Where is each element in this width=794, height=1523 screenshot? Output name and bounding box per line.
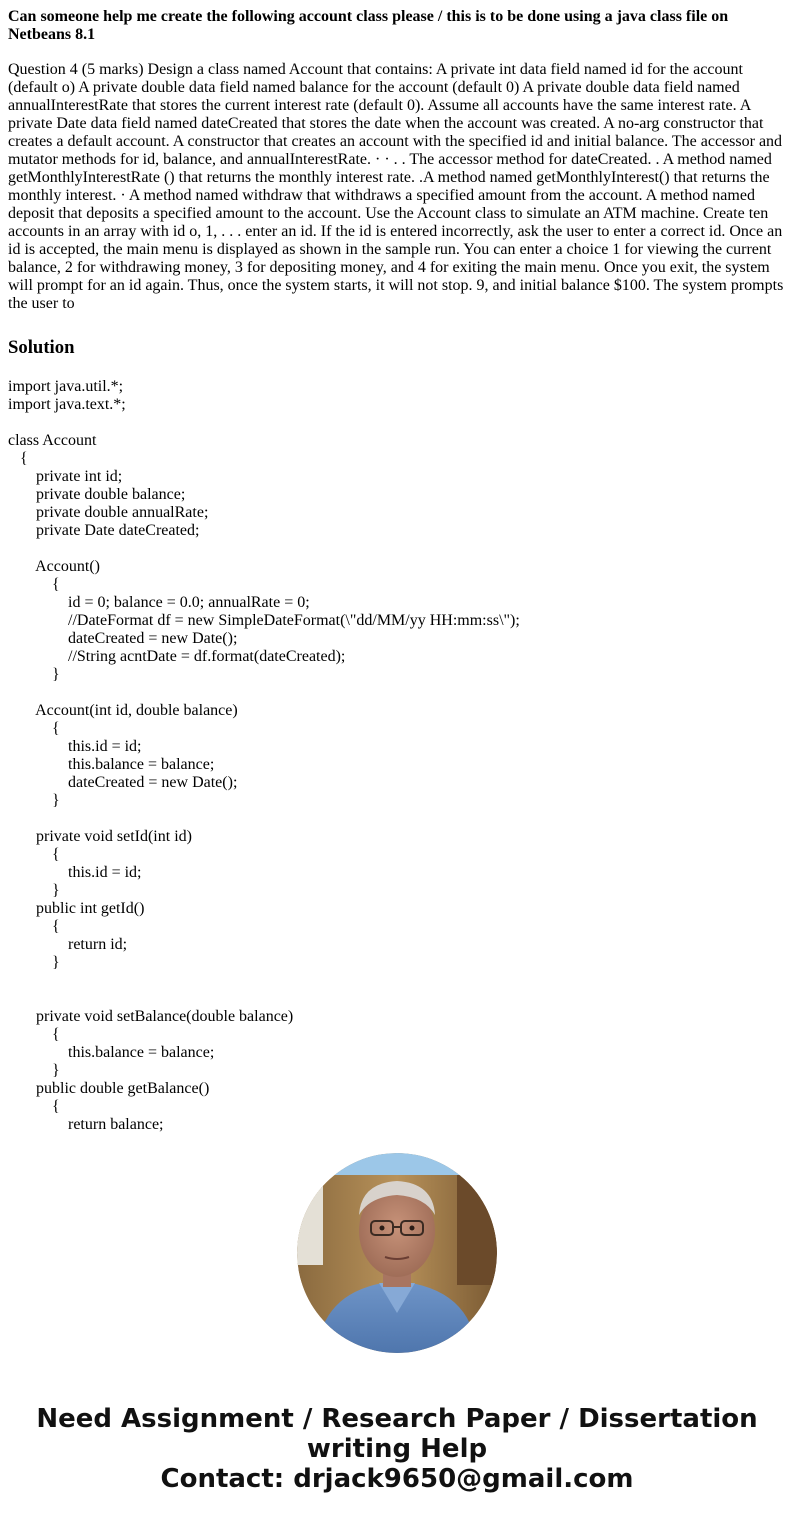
code-line: { xyxy=(8,1026,60,1043)
solution-code xyxy=(8,378,786,1134)
promo-banner xyxy=(0,1404,794,1494)
code-line: } xyxy=(8,792,60,809)
code-line: return balance; xyxy=(8,1116,164,1133)
code-line: this.balance = balance; xyxy=(8,1044,215,1061)
code-line: import java.util.*; xyxy=(8,378,124,395)
code-line: { xyxy=(8,720,60,737)
code-line: private void setId(int id) xyxy=(8,828,192,845)
code-line: public double getBalance() xyxy=(8,1080,210,1097)
code-line: Account() xyxy=(8,558,100,575)
code-line: return id; xyxy=(8,936,128,953)
code-line: import java.text.*; xyxy=(8,396,126,413)
code-line: dateCreated = new Date(); xyxy=(8,774,238,791)
code-line: dateCreated = new Date(); xyxy=(8,630,238,647)
code-line: private int id; xyxy=(8,468,123,485)
code-line xyxy=(8,810,786,828)
code-line: { xyxy=(8,918,60,935)
promo-line-2: writing Help xyxy=(306,1434,488,1464)
question-title: Can someone help me create the following account class please / this is to be done using a java class file on Netbeans 8.1 xyxy=(8,8,729,43)
author-photo xyxy=(297,1153,497,1353)
code-line: Account(int id, double balance) xyxy=(8,702,238,719)
code-line: id = 0; balance = 0.0; annualRate = 0; xyxy=(8,594,310,611)
question-body: Question 4 (5 marks) Design a class named Account that contains: A private int data field named id for the account (default o) A private double data field named balance for the account (default 0) A private double data field named annualInterestRate that stores the current interest rate (default 0). Assume all accounts have the same interest rate. A private Date data field named dateCreated that stores the date when the account was created. A no-arg constructor that creates a default account. A constructor that creates an account with the specified id and initial balance. The accessor and mutator methods for id, balance, and annualInterestRate. · · . . The accessor method for dateCreated. . A method named getMonthlyInterestRate () that returns the monthly interest rate. .A method named getMonthlyInterest() that returns the monthly interest. · A method named withdraw that withdraws a specified amount from the account. A method named deposit that deposits a specified amount to the account. Use the Account class to simulate an ATM machine. Create ten accounts in an array with id o, 1, . . . enter an id. If the id is entered incorrectly, ask the user to enter a correct id. Once an id is accepted, the main menu is displayed as shown in the sample run. You can enter a choice 1 for viewing the current balance, 2 for withdrawing money, 3 for depositing money, and 4 for exiting the main menu. Once you exit, the system will prompt for an id again. Thus, once the system starts, it will not stop. 9, and initial balance $100. The system prompts the user to xyxy=(8,61,784,312)
code-line xyxy=(8,990,786,1008)
code-line: //DateFormat df = new SimpleDateFormat(\"dd/MM/yy HH:mm:ss\"); xyxy=(8,612,520,629)
solution-heading: Solution xyxy=(8,337,75,358)
code-line: //String acntDate = df.format(dateCreated); xyxy=(8,648,346,665)
code-line xyxy=(8,414,786,432)
code-line: } xyxy=(8,882,60,899)
code-line xyxy=(8,540,786,558)
promo-line-1: Need Assignment / Research Paper / Dissertation xyxy=(36,1404,758,1434)
code-line xyxy=(8,684,786,702)
code-line: { xyxy=(8,846,60,863)
code-line: private Date dateCreated; xyxy=(8,522,200,539)
code-line: } xyxy=(8,666,60,683)
code-line: private void setBalance(double balance) xyxy=(8,1008,294,1025)
code-line: } xyxy=(8,1062,60,1079)
code-line: { xyxy=(8,450,28,467)
document xyxy=(8,8,786,1134)
code-line: public int getId() xyxy=(8,900,145,917)
code-line: { xyxy=(8,576,60,593)
code-line: { xyxy=(8,1098,60,1115)
promo-contact: Contact: drjack9650@gmail.com xyxy=(160,1464,634,1494)
code-line xyxy=(8,972,786,990)
code-line: this.id = id; xyxy=(8,738,142,755)
code-line: } xyxy=(8,954,60,971)
code-line: class Account xyxy=(8,432,97,449)
code-line: this.id = id; xyxy=(8,864,142,881)
code-line: private double annualRate; xyxy=(8,504,209,521)
author-avatar xyxy=(297,1153,497,1353)
code-line: this.balance = balance; xyxy=(8,756,215,773)
code-line: private double balance; xyxy=(8,486,186,503)
